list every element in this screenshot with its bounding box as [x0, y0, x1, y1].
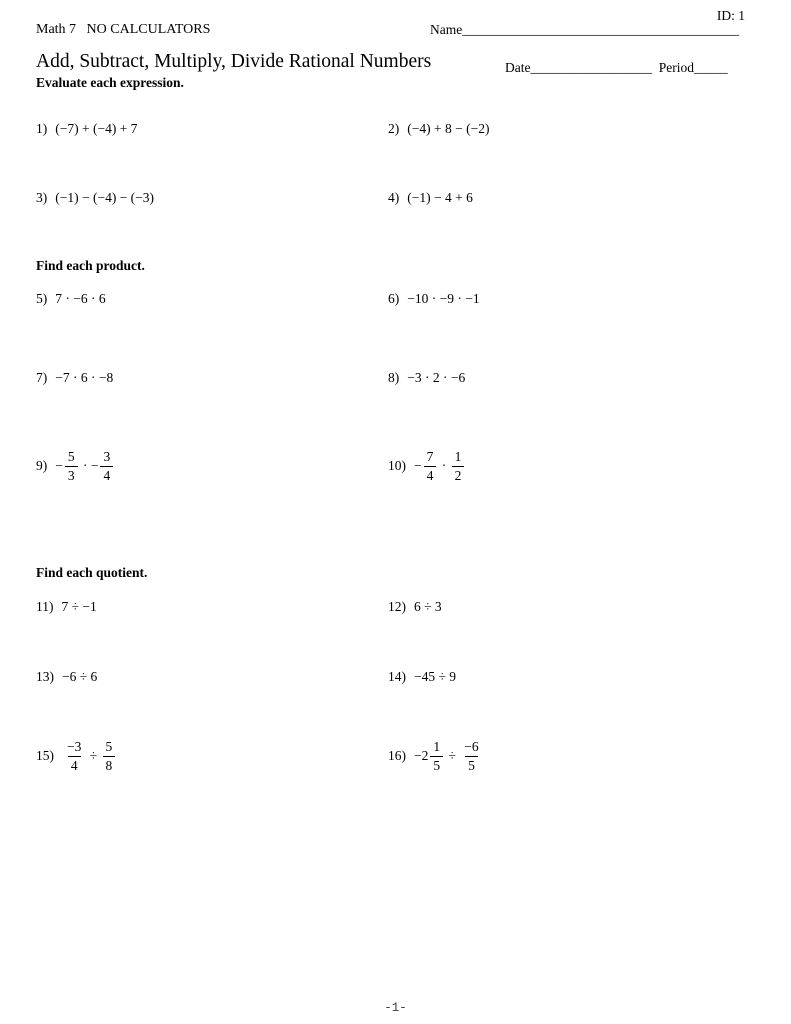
expression-text: −45 ÷ 9: [414, 669, 457, 684]
problem-number: 1): [36, 121, 48, 136]
problem-1: [36, 121, 137, 138]
worksheet-id-label: ID: 1: [716, 8, 745, 23]
problem-number: 14): [388, 669, 406, 684]
fraction: [452, 449, 465, 484]
fraction-denominator: 4: [100, 466, 113, 484]
expression-text: ÷: [445, 748, 460, 764]
fraction: [100, 449, 113, 484]
expression-text: −: [414, 458, 422, 474]
expression-text: −3 · 2 · −6: [407, 370, 466, 385]
expression-text: −: [55, 458, 63, 474]
problem-10: [388, 449, 466, 484]
problem-5: [36, 291, 106, 308]
fraction: [430, 739, 443, 774]
problem-8: [388, 370, 465, 387]
expression-text: −2: [414, 748, 429, 764]
problem-number: 13): [36, 669, 54, 684]
date-period-fields: Date__________________ Period_____: [505, 60, 728, 75]
problem-9: [36, 449, 115, 484]
fraction-denominator: 4: [68, 756, 81, 774]
problem-7: [36, 370, 113, 387]
fraction-denominator: 5: [430, 756, 443, 774]
fraction-denominator: 2: [452, 466, 465, 484]
worksheet-title: Add, Subtract, Multiply, Divide Rational Numbers: [36, 51, 432, 72]
expression-text: (−7) + (−4) + 7: [55, 121, 138, 136]
problem-4: [388, 190, 473, 207]
problem-12: [388, 599, 442, 616]
fraction-numerator: −6: [464, 739, 479, 754]
page-number: -1-: [384, 1001, 407, 1015]
fraction-denominator: 8: [103, 756, 116, 774]
problem-number: 7): [36, 370, 48, 385]
expression-text: ÷: [86, 748, 101, 764]
problem-number: 6): [388, 291, 400, 306]
problem-number: 9): [36, 458, 48, 474]
section-instruction: Evaluate each expression.: [36, 75, 184, 90]
problem-number: 3): [36, 190, 48, 205]
expression-text: −6 ÷ 6: [62, 669, 98, 684]
problem-number: 4): [388, 190, 400, 205]
fraction: [103, 739, 116, 774]
fraction-numerator: 1: [433, 739, 441, 754]
section-instruction: Find each product.: [36, 258, 145, 273]
expression-text: (−4) + 8 − (−2): [407, 121, 490, 136]
fraction-numerator: 3: [103, 449, 111, 464]
fraction-denominator: 3: [65, 466, 78, 484]
fraction: [424, 449, 437, 484]
fraction-denominator: 4: [424, 466, 437, 484]
problem-2: [388, 121, 489, 138]
fraction: [461, 739, 481, 774]
problem-3: [36, 190, 154, 207]
section-instruction: Find each quotient.: [36, 565, 148, 580]
name-field: Name_________________________________________: [430, 22, 739, 37]
problem-number: 16): [388, 748, 406, 764]
problem-number: 10): [388, 458, 406, 474]
expression-text: · −: [79, 458, 99, 474]
fraction: [65, 449, 78, 484]
problem-13: [36, 669, 97, 686]
problem-number: 2): [388, 121, 400, 136]
expression-text: 6 ÷ 3: [414, 599, 442, 614]
problem-16: [388, 739, 484, 774]
fraction-numerator: −3: [67, 739, 82, 754]
expression-text: (−1) − (−4) − (−3): [55, 190, 155, 205]
expression-text: ·: [438, 458, 450, 474]
fraction: [64, 739, 84, 774]
problem-number: 12): [388, 599, 406, 614]
problem-6: [388, 291, 480, 308]
expression-text: (−1) − 4 + 6: [407, 190, 473, 205]
problem-number: 11): [36, 599, 54, 614]
fraction-numerator: 1: [454, 449, 462, 464]
expression-text: −10 · −9 · −1: [407, 291, 480, 306]
problem-15: [36, 739, 117, 774]
problem-14: [388, 669, 456, 686]
problem-number: 8): [388, 370, 400, 385]
fraction-numerator: 5: [105, 739, 113, 754]
fraction-denominator: 5: [465, 756, 478, 774]
problem-number: 5): [36, 291, 48, 306]
fraction-numerator: 7: [426, 449, 434, 464]
expression-text: 7 · −6 · 6: [55, 291, 106, 306]
expression-text: 7 ÷ −1: [61, 599, 97, 614]
expression-text: −7 · 6 · −8: [55, 370, 114, 385]
fraction-numerator: 5: [67, 449, 75, 464]
problem-number: 15): [36, 748, 54, 764]
course-label: Math 7 NO CALCULATORS: [36, 22, 211, 37]
problem-11: [36, 599, 97, 616]
